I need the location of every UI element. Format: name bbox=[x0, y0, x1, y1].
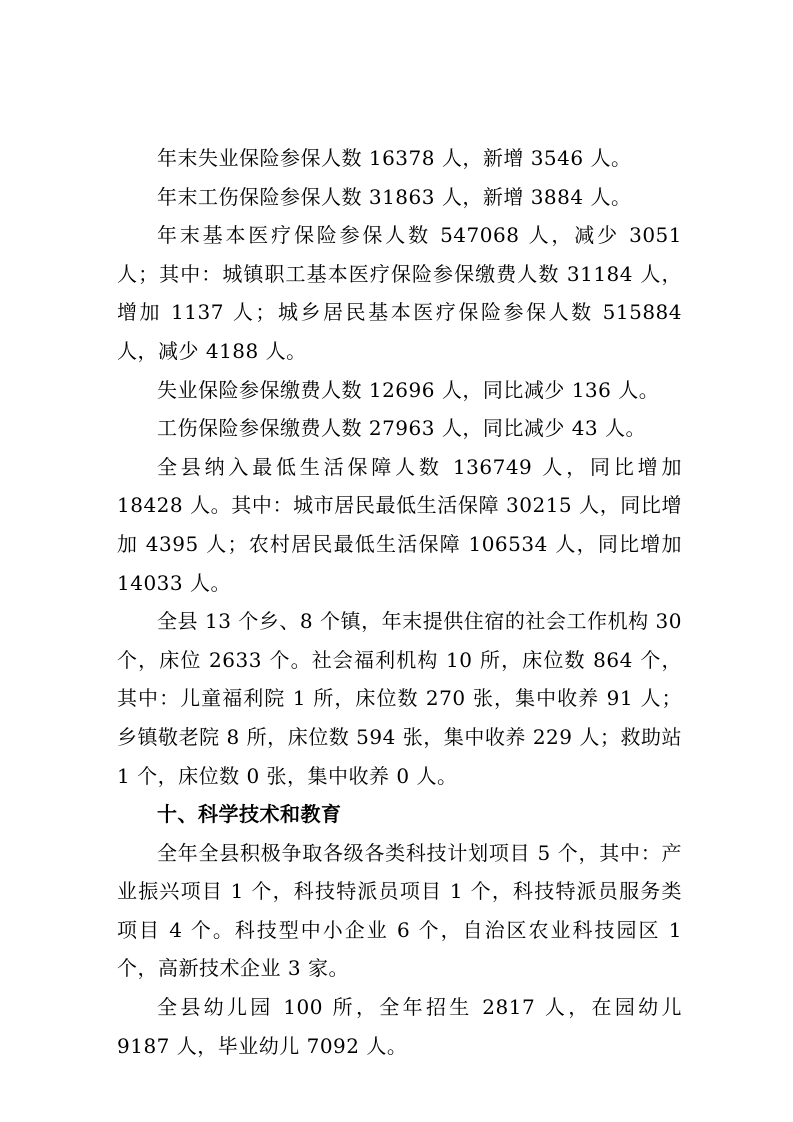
paragraph-injury-paying: 工伤保险参保缴费人数 27963 人，同比减少 43 人。 bbox=[157, 416, 647, 441]
paragraph-social-welfare: 全县 13 个乡、8 个镇，年末提供住宿的社会工作机构 30 个，床位 2633 个。社会福利机构 10 所，床位数 864 个，其中：儿童福利院 1 所，床位数 270 张，集中收养 91 人；乡镇敬老院 8 所，床位数 594 张，集中收养 229 人；救助站 1 个，床位数 0 张，集中收养 0 人。 bbox=[117, 609, 682, 788]
paragraph-science-projects: 全年全县积极争取各级各类科技计划项目 5 个，其中：产业振兴项目 1 个，科技特派员项目 1 个，科技特派员服务类项目 4 个。科技型中小企业 6 个，自治区农业科技园区 1 个，高新技术企业 3 家。 bbox=[117, 840, 682, 981]
paragraph-unemployment-insured: 年末失业保险参保人数 16378 人，新增 3546 人。 bbox=[157, 146, 632, 170]
paragraph-injury-insured: 年末工伤保险参保人数 31863 人，新增 3884 人。 bbox=[157, 184, 632, 209]
paragraph-minimum-living: 全县纳入最低生活保障人数 136749 人，同比增加 18428 人。其中：城市居民最低生活保障 30215 人，同比增加 4395 人；农村居民最低生活保障 106534 人，同比增加 14033 人。 bbox=[117, 454, 682, 595]
paragraph-kindergartens: 全县幼儿园 100 所，全年招生 2817 人，在园幼儿 9187 人，毕业幼儿 7092 人。 bbox=[117, 995, 682, 1058]
section-title-science-education: 十、科学技术和教育 bbox=[157, 802, 342, 827]
paragraph-unemployment-paying: 失业保险参保缴费人数 12696 人，同比减少 136 人。 bbox=[157, 377, 660, 402]
paragraph-medical-insured: 年末基本医疗保险参保人数 547068 人，减少 3051 人；其中：城镇职工基本医疗保险参保缴费人数 31184 人，增加 1137 人；城乡居民基本医疗保险参保人数 515884 人，减少 4188 人。 bbox=[117, 223, 682, 363]
document-page bbox=[117, 139, 682, 1065]
